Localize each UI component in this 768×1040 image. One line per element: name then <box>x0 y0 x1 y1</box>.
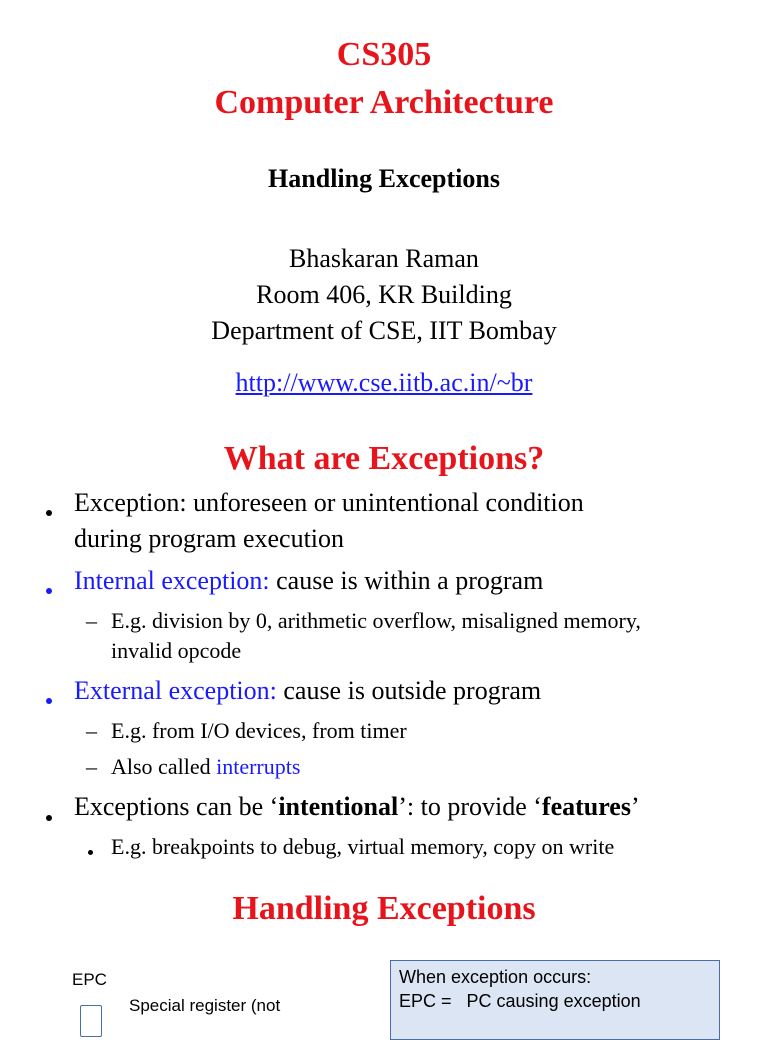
bullet-exception-line1: Exception: unforeseen or unintentional condition <box>74 488 584 517</box>
sub-internal-line2: invalid opcode <box>111 638 242 663</box>
bullet-internal <box>74 566 543 596</box>
dash-marker: – <box>86 718 97 743</box>
external-exception-label: External exception: <box>74 676 277 705</box>
intentional-post: ’ <box>630 792 640 821</box>
epc-register-box <box>80 1005 102 1037</box>
external-exception-text: cause is outside program <box>276 676 542 705</box>
bullet-exception-line2: during program execution <box>74 524 345 553</box>
sub-external-2 <box>111 754 300 780</box>
author-name: Bhaskaran Raman <box>289 244 479 273</box>
internal-exception-text: cause is within a program <box>269 566 544 595</box>
epc-label: EPC <box>72 970 107 989</box>
internal-exception-label: Internal exception: <box>74 566 270 595</box>
bullet-dot <box>46 698 52 704</box>
sub-external-2-text: Also called <box>111 754 217 779</box>
exception-steps-box <box>390 960 720 1040</box>
lecture-topic: Handling Exceptions <box>268 164 500 193</box>
bullet-intentional <box>74 792 640 822</box>
intentional-mid: ’: to provide ‘ <box>398 792 542 821</box>
features-term: features <box>541 792 631 821</box>
intentional-pre: Exceptions can be ‘ <box>74 792 279 821</box>
dash-marker: – <box>86 754 97 779</box>
bullet-dot <box>46 510 52 516</box>
bullet-dot <box>46 815 52 821</box>
intentional-term: intentional <box>278 792 399 821</box>
author-url-line <box>0 368 768 398</box>
bullet-external <box>74 676 541 706</box>
box-line-2: EPC = PC causing exception <box>399 991 641 1011</box>
slide-heading-handling: Handling Exceptions <box>232 890 536 927</box>
slide-heading-exceptions: What are Exceptions? <box>223 440 545 477</box>
course-code: CS305 <box>336 36 432 73</box>
interrupts-term: interrupts <box>216 754 301 779</box>
author-url-link[interactable]: http://www.cse.iitb.ac.in/~br <box>235 368 533 397</box>
bullet-dot <box>88 850 93 855</box>
author-department: Department of CSE, IIT Bombay <box>211 316 557 345</box>
dash-marker: – <box>86 608 97 633</box>
epc-description: Special register (not <box>129 996 281 1015</box>
sub-external-1: E.g. from I/O devices, from timer <box>111 718 407 743</box>
course-title: Computer Architecture <box>214 84 554 121</box>
author-room: Room 406, KR Building <box>256 280 512 309</box>
sub-internal-line1: E.g. division by 0, arithmetic overflow, misaligned memory, <box>111 608 641 633</box>
sub-intentional: E.g. breakpoints to debug, virtual memory, copy on write <box>111 834 615 859</box>
box-line-1: When exception occurs: <box>399 967 592 987</box>
bullet-dot <box>46 588 52 594</box>
